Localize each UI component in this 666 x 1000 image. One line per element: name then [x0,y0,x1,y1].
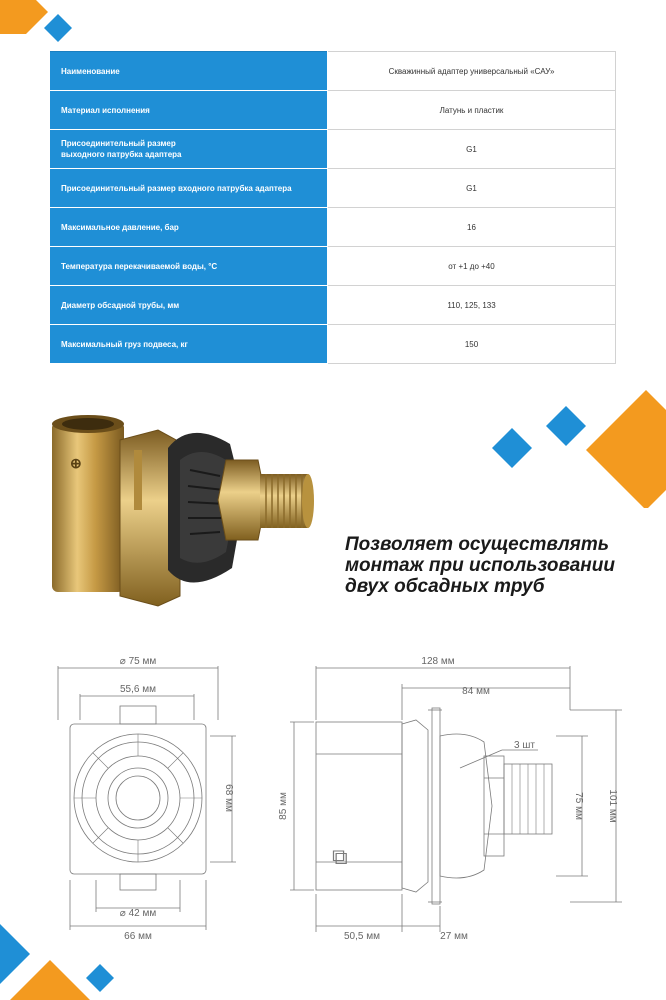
spec-value: G1 [328,169,616,208]
dim-75: 75 мм [573,792,584,820]
dim-d75: ⌀ 75 мм [119,656,157,667]
dim-qty: 3 шт [514,740,535,751]
table-row [51,52,616,91]
orange-diamond [0,0,48,34]
tagline-line: монтаж при использовании [345,555,615,576]
right-diamonds [480,388,666,508]
spec-label: Температура перекачиваемой воды, °С [51,247,328,286]
svg-text:⊕: ⊕ [70,455,82,471]
spec-value: 16 [328,208,616,247]
blue-diamond-small [492,428,532,468]
tagline-line: двух обсадных труб [345,576,545,597]
dim-68: 68 мм [223,784,234,812]
spec-label: Максимальный груз подвеса, кг [51,325,328,364]
blue-diamond [44,14,72,42]
front-view-drawing [40,650,260,950]
tagline-line: Позволяет осуществлять [345,534,610,555]
spec-value: 110, 125, 133 [328,286,616,325]
table-row [51,286,616,325]
spec-label: Присоединительный размер выходного патрубка адаптера [51,130,328,169]
spec-label: Материал исполнения [51,91,328,130]
orange-diamond-large [586,390,666,508]
spec-label: Наименование [51,52,328,91]
table-row [51,208,616,247]
dim-505: 50,5 мм [344,931,380,942]
blue-diamond-small-corner [86,964,114,992]
dim-66: 66 мм [124,931,152,942]
spec-value: Скважинный адаптер универсальный «САУ» [328,52,616,91]
table-row [51,169,616,208]
specs-table [50,51,616,364]
feature-tagline [345,534,645,597]
dim-d42: ⌀ 42 мм [119,908,157,919]
dim-85: 85 мм [278,792,289,820]
blue-diamond-corner [0,924,30,984]
adapter-product-image [40,400,320,620]
svg-text:⧉: ⧉ [332,844,348,869]
dim-84: 84 мм [462,686,490,697]
side-view-drawing [270,650,636,950]
table-row [51,91,616,130]
spec-label: Максимальное давление, бар [51,208,328,247]
spec-label: Присоединительный размер входного патрубка адаптера [51,169,328,208]
table-row [51,325,616,364]
table-row [51,130,616,169]
spec-value: G1 [328,130,616,169]
dim-128: 128 мм [421,656,455,667]
blue-diamond-mid [546,406,586,446]
table-row [51,247,616,286]
top-left-diamonds [0,0,80,50]
dim-27: 27 мм [440,931,468,942]
dim-556: 55,6 мм [120,684,156,695]
spec-value: 150 [328,325,616,364]
spec-value: Латунь и пластик [328,91,616,130]
dim-101: 101 мм [607,789,618,823]
spec-label: Диаметр обсадной трубы, мм [51,286,328,325]
orange-diamond-corner [10,960,90,1000]
spec-value: от +1 до +40 [328,247,616,286]
